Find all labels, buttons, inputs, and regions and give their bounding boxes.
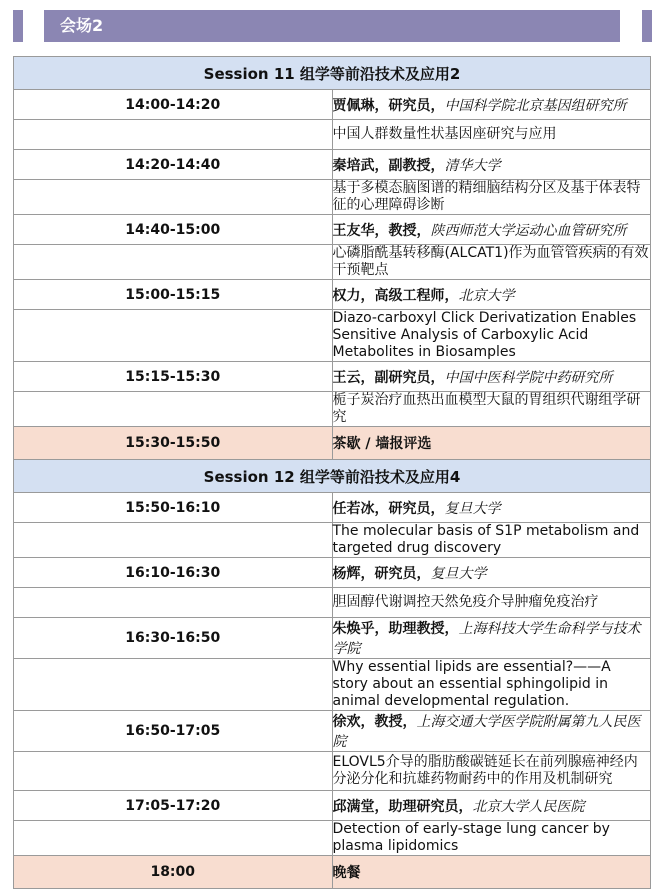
speaker-affiliation: 北京大学人民医院 [472, 798, 585, 815]
talk-title: 栀子炭治疗血热出血模型大鼠的胃组织代谢组学研究 [332, 392, 651, 427]
speaker-row [14, 362, 651, 392]
speaker-row [14, 90, 651, 120]
empty-time-cell [14, 310, 333, 362]
speaker-name: 王云，副研究员， [332, 369, 445, 386]
talk-title: Diazo-carboxyl Click Derivatization Enables Sensitive Analysis of Carboxylic Acid Metabolites in Biosamples [332, 310, 651, 362]
time-slot: 15:15-15:30 [14, 362, 333, 392]
talk-row [14, 120, 651, 150]
speaker-cell [332, 711, 651, 752]
break-label-text: 晚餐 [332, 865, 361, 881]
header-bar [44, 10, 620, 42]
speaker-cell [332, 90, 651, 120]
empty-time-cell [14, 245, 333, 280]
time-slot: 16:10-16:30 [14, 558, 333, 588]
speaker-row [14, 711, 651, 752]
empty-time-cell [14, 523, 333, 558]
talk-row [14, 245, 651, 280]
empty-time-cell [14, 392, 333, 427]
speaker-row [14, 618, 651, 659]
empty-time-cell [14, 120, 333, 150]
speaker-name: 徐欢，教授， [332, 714, 417, 730]
talk-title: Why essential lipids are essential?——A story about an essential sphingolipid in animal developmental regulation. [332, 659, 651, 711]
session-header-row [14, 57, 651, 90]
talk-title: The molecular basis of S1P metabolism and targeted drug discovery [332, 523, 651, 558]
speaker-affiliation: 上海交通大学医学院附属第九人民医院 [332, 714, 641, 750]
talk-title: Detection of early-stage lung cancer by plasma lipidomics [332, 821, 651, 856]
time-slot: 15:50-16:10 [14, 493, 333, 523]
speaker-name: 邱满堂，助理研究员， [332, 798, 473, 815]
speaker-cell [332, 280, 651, 310]
speaker-cell [332, 150, 651, 180]
speaker-row [14, 150, 651, 180]
header-accent-right [642, 10, 652, 42]
speaker-affiliation: 陕西师范大学运动心血管研究所 [430, 222, 627, 239]
speaker-cell [332, 362, 651, 392]
speaker-row [14, 558, 651, 588]
speaker-name: 贾佩琳，研究员， [332, 97, 445, 114]
session-title: Session 12 组学等前沿技术及应用4 [14, 460, 651, 493]
talk-title: 基于多模态脑图谱的精细脑结构分区及基于体表特征的心理障碍诊断 [332, 180, 651, 215]
talk-row [14, 180, 651, 215]
time-slot: 14:40-15:00 [14, 215, 333, 245]
session-header-row [14, 460, 651, 493]
talk-title: 胆固醇代谢调控天然免疫介导肿瘤免疫治疗 [332, 588, 651, 618]
header-accent-left [13, 10, 23, 42]
talk-row [14, 659, 651, 711]
venue-header [0, 0, 662, 48]
schedule-table [13, 56, 651, 889]
speaker-cell [332, 618, 651, 659]
break-time: 15:30-15:50 [14, 427, 333, 460]
speaker-row [14, 215, 651, 245]
break-row [14, 427, 651, 460]
empty-time-cell [14, 659, 333, 711]
talk-row [14, 821, 651, 856]
speaker-name: 任若冰，研究员， [332, 500, 445, 517]
speaker-name: 秦培武，副教授， [332, 157, 445, 174]
speaker-row [14, 493, 651, 523]
speaker-affiliation: 复旦大学 [444, 500, 501, 517]
talk-title: ELOVL5介导的脂肪酸碳链延长在前列腺癌神经内分泌分化和抗雄药物耐药中的作用及机制研究 [332, 752, 651, 791]
break-label-text: 茶歇 / 墙报评选 [332, 436, 432, 452]
speaker-name: 杨辉，研究员， [332, 565, 431, 582]
empty-time-cell [14, 752, 333, 791]
break-time: 18:00 [14, 856, 333, 889]
time-slot: 17:05-17:20 [14, 791, 333, 821]
speaker-name: 王友华，教授， [332, 222, 431, 239]
speaker-affiliation: 北京大学 [458, 287, 515, 304]
speaker-row [14, 791, 651, 821]
talk-row [14, 392, 651, 427]
talk-row [14, 310, 651, 362]
speaker-cell [332, 493, 651, 523]
talk-title: 心磷脂酰基转移酶(ALCAT1)作为血管管疾病的有效干预靶点 [332, 245, 649, 278]
session-title: Session 11 组学等前沿技术及应用2 [14, 57, 651, 90]
speaker-name: 朱焕乎，助理教授， [332, 621, 459, 637]
talk-row [14, 752, 651, 791]
empty-time-cell [14, 821, 333, 856]
time-slot: 15:00-15:15 [14, 280, 333, 310]
break-row [14, 856, 651, 889]
speaker-affiliation: 复旦大学 [430, 565, 487, 582]
speaker-cell [332, 558, 651, 588]
speaker-name: 权力，高级工程师， [332, 287, 459, 304]
venue-title: 会场2 [60, 16, 104, 35]
talk-row [14, 523, 651, 558]
speaker-cell [332, 215, 651, 245]
break-label [332, 856, 651, 889]
time-slot: 14:00-14:20 [14, 90, 333, 120]
empty-time-cell [14, 588, 333, 618]
speaker-affiliation: 中国科学院北京基因组研究所 [444, 97, 627, 114]
time-slot: 16:50-17:05 [14, 711, 333, 752]
speaker-affiliation: 上海科技大学生命科学与技术学院 [332, 621, 641, 657]
speaker-affiliation: 中国中医科学院中药研究所 [444, 369, 613, 386]
empty-time-cell [14, 180, 333, 215]
talk-row [14, 588, 651, 618]
talk-title: 中国人群数量性状基因座研究与应用 [332, 120, 651, 150]
break-label [332, 427, 651, 460]
speaker-affiliation: 清华大学 [444, 157, 501, 174]
speaker-row [14, 280, 651, 310]
time-slot: 14:20-14:40 [14, 150, 333, 180]
speaker-cell [332, 791, 651, 821]
time-slot: 16:30-16:50 [14, 618, 333, 659]
